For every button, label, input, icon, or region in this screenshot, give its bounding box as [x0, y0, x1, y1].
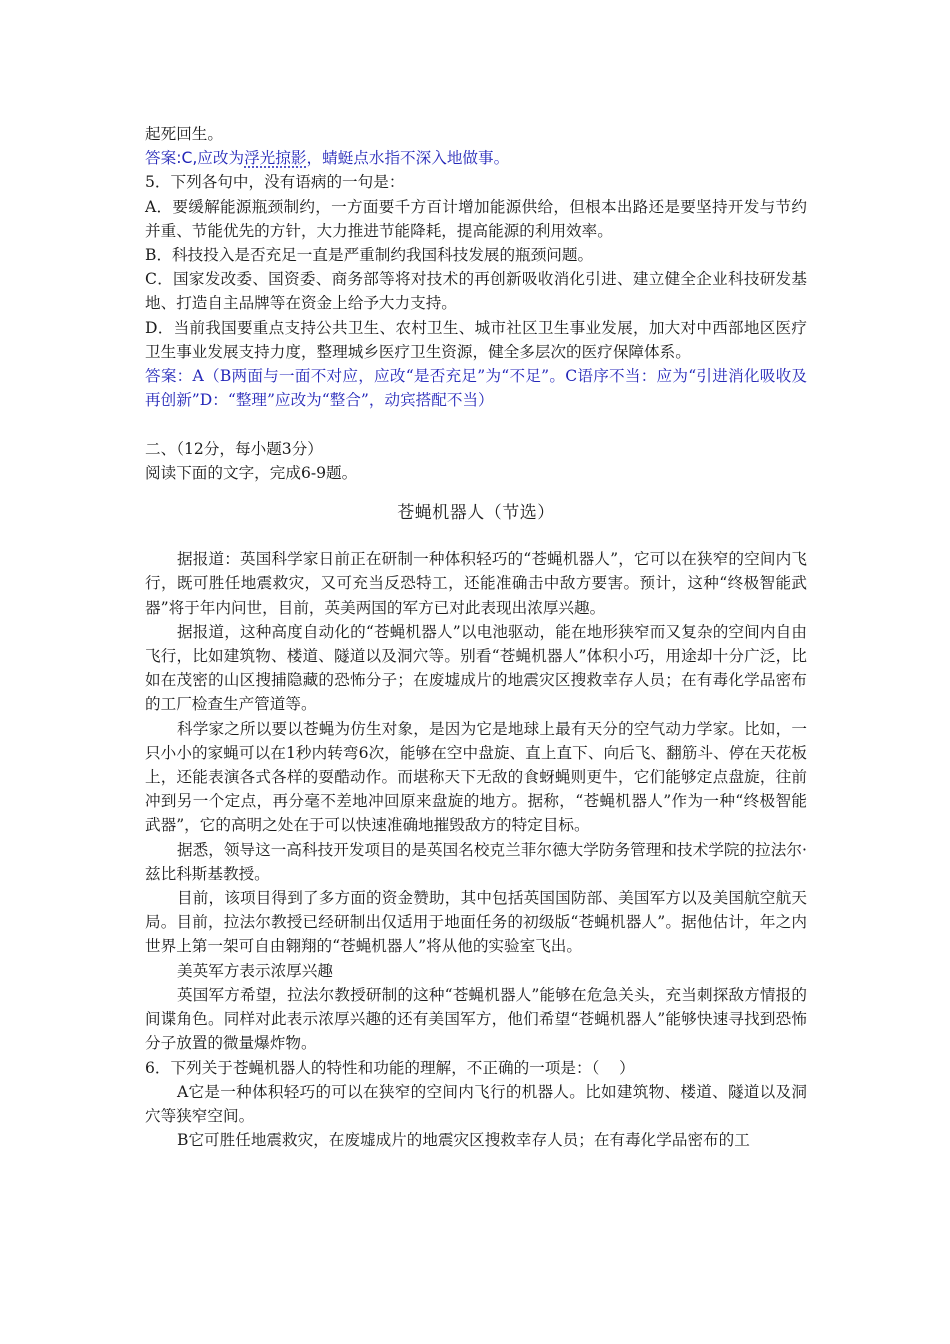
- spacer: [145, 412, 807, 436]
- article-paragraph: 据报道：英国科学家日前正在研制一种体积轻巧的“苍蝇机器人”，它可以在狭窄的空间内飞行，既可胜任地震救灾，又可充当反恐特工，还能准确击中敌方要害。预计，这种“终极智能武器”将于年内问世，目前，英美两国的军方已对此表现出浓厚兴趣。: [145, 550, 807, 617]
- question-5-option-a: A．要缓解能源瓶颈制约，一方面要千方百计增加能源供给，但根本出路还是要坚持开发与节约并重、节能优先的方针，大力推进节能降耗，提高能源的利用效率。: [145, 197, 807, 240]
- question-5-option-d: D．当前我国要重点支持公共卫生、农村卫生、城市社区卫生事业发展，加大对中西部地区医疗卫生事业发展支持力度，整理城乡医疗卫生资源，健全多层次的医疗保障体系。: [145, 318, 807, 361]
- question-5-option-b: B．科技投入是否充足一直是严重制约我国科技发展的瓶颈问题。: [145, 246, 594, 265]
- document-page: [145, 122, 807, 1152]
- article-paragraph: 据悉，领导这一高科技开发项目的是英国名校克兰菲尔德大学防务管理和技术学院的拉法尔·兹比科斯基教授。: [145, 840, 807, 883]
- article-paragraph: 据报道，这种高度自动化的“苍蝇机器人”以电池驱动，能在地形狭窄而又复杂的空间内自由飞行，比如建筑物、楼道、隧道以及洞穴等。别看“苍蝇机器人”体积小巧，用途却十分广泛，比如在茂密的山区搜捕隐藏的恐怖分子；在废墟成片的地震灾区搜救幸存人员；在有毒化学品密布的工厂检查生产管道等。: [145, 622, 807, 714]
- question-6-option-a: A它是一种体积轻巧的可以在狭窄的空间内飞行的机器人。比如建筑物、楼道、隧道以及洞穴等狭窄空间。: [145, 1082, 807, 1125]
- answer-suffix: ，蜻蜓点水指不深入地做事。: [306, 149, 510, 168]
- question-5-answer: 答案：A（B两面与一面不对应，应改“是否充足”为“不足”。C语序不当：应为“引进消化吸收及再创新”D：“整理”应改为“整合”，动宾搭配不当）: [145, 367, 807, 410]
- article-paragraph: 目前，该项目得到了多方面的资金赞助，其中包括英国国防部、美国军方以及美国航空航天局。目前，拉法尔教授已经研制出仅适用于地面任务的初级版“苍蝇机器人”。据他估计，年之内世界上第一架可自由翱翔的“苍蝇机器人”将从他的实验室飞出。: [145, 889, 807, 956]
- answer-line: [145, 146, 807, 170]
- question-6-stem: 6．下列关于苍蝇机器人的特性和功能的理解，不正确的一项是：（ ）: [145, 1058, 635, 1077]
- answer-prefix: 答案:C,应改为: [145, 149, 245, 168]
- article-paragraph: 科学家之所以要以苍蝇为仿生对象，是因为它是地球上最有天分的空气动力学家。比如，一只小小的家蝇可以在1秒内转弯6次，能够在空中盘旋、直上直下、向后飞、翻筋斗、停在天花板上，还能表演各式各样的耍酷动作。而堪称天下无敌的食蚜蝇则更牛，它们能够定点盘旋，往前冲到另一个定点，再分毫不差地冲回原来盘旋的地方。据称，“苍蝇机器人”作为一种“终极智能武器”，它的高明之处在于可以快速准确地摧毁敌方的特定目标。: [145, 719, 807, 835]
- article-subheading: 美英军方表示浓厚兴趣: [177, 961, 333, 980]
- question-5-option-c: C．国家发改委、国资委、商务部等将对技术的再创新吸收消化引进、建立健全企业科技研发基地、打造自主品牌等在资金上给予大力支持。: [145, 270, 807, 313]
- text-line: 起死回生。: [145, 125, 223, 143]
- question-6-option-b: B它可胜任地震救灾，在废墟成片的地震灾区搜救幸存人员；在有毒化学品密布的工: [177, 1131, 750, 1150]
- answer-emphasis: 浮光掠影: [244, 149, 307, 168]
- question-5-stem: 5．下列各句中，没有语病的一句是：: [145, 173, 405, 192]
- section-2-header: 二、（12分，每小题3分）: [145, 439, 323, 458]
- article-paragraph: 英国军方希望，拉法尔教授研制的这种“苍蝇机器人”能够在危急关头，充当刺探敌方情报的间谍角色。同样对此表示浓厚兴趣的还有美国军方，他们希望“苍蝇机器人”能够快速寻找到恐怖分子放置的微量爆炸物。: [145, 985, 807, 1053]
- section-2-instruction: 阅读下面的文字，完成6-9题。: [145, 463, 358, 482]
- article-title: 苍蝇机器人（节选）: [397, 503, 555, 524]
